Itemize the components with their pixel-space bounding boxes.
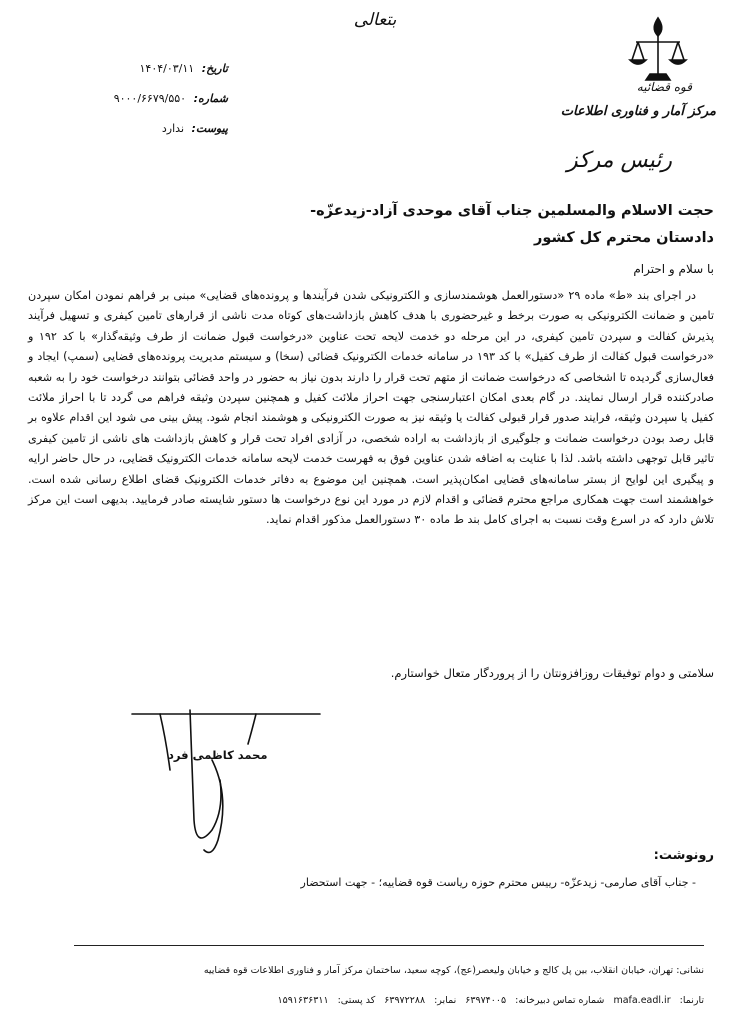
- recipient-line-1: حجت الاسلام والمسلمین جناب آقای موحدی آزاد-زیدعزّه-: [310, 203, 714, 219]
- date-row: [140, 62, 228, 75]
- phone-label: شماره تماس دبیرخانه:: [515, 995, 605, 1006]
- center-title: رئیس مرکز: [567, 148, 672, 173]
- postal-label: کد پستی:: [337, 995, 376, 1006]
- fax-value: ۶۳۹۷۲۲۸۸: [384, 995, 426, 1006]
- footer-divider: [74, 945, 704, 946]
- number-row: [114, 92, 228, 105]
- attachment-row: [162, 122, 228, 135]
- fax-label: نمابر:: [434, 995, 457, 1006]
- body-paragraph: در اجرای بند «ط» ماده ۲۹ «دستورالعمل هوشمندسازی و الکترونیکی شدن فرآیندها و پرونده‌های قضایی» مبنی بر فراهم نمودن امکان سپردن تامین و ضمانت الکترونیکی به صورت برخط و غیرحضوری با هدف کاهش بازداشت‌های کوتاه مدت ناشی از قرارهای تامین کیفری و تسهیل فرآیند پذیرش کفالت و سپردن تامین کیفری، در این مرحله دو خدمت لایحه تحت عناوین «درخواست قبول ضمانت از طرف وثیقه‌گذار» با کد ۱۹۲ و «درخواست قبول کفالت از طرف کفیل» با کد ۱۹۳ در سامانه خدمات الکترونیک قضائی (سخا) و سیستم مدیریت پرونده‌های قضایی (سمپ) ایجاد و فعال‌سازی گردیده تا اشخاصی که درخواست ضمانت از متهم تحت قرار را دارند بدون نیاز به حضور در واحد قضائی بتوانند درخواست خود را به شعبه صادرکننده قرار ارسال نمایند. در گام بعدی امکان اعتبارسنجی جهت احراز ملائت کفیل و همچنین سپردن وثیقه فراهم می گردد تا با احراز ملائت کفیل یا سپردن وثیقه، فرایند صدور قرار قبولی کفالت یا وثیقه نیز به صورت الکترونیکی و هوشمند انجام شود. پیش بینی می شود این اقدام علاوه بر قابل رصد بودن درخواست ضمانت و جلوگیری از بازداشت به اراده شخصی، در آزادی افراد تحت قرار و کاهش بازداشت های ناشی از تامین کیفری تاثیر قابل توجهی داشته باشد. لذا با عنایت به اضافه شدن عناوین فوق به فهرست خدمت لایحه سامانه خدمات الکترونیک قضایی، در حال حاضر ارایه و پیگیری این لوایح از بستر سامانه‌های قضایی امکان‌پذیر است. همچنین این موضوع به دفاتر خدمات الکترونیک قضای اطلاع رسانی شده است. خواهشمند است جهت همکاری مراجع محترم قضائی و اقدام لازم در مورد این نوع درخواست ها دستور شایسته صادر فرمایید. بدیهی است این مرکز تلاش دارد که در اسرع وقت نسبت به اجرای کامل بند ط ماده ۳۰ دستورالعمل مذکور اقدام نماید.: [28, 289, 714, 527]
- judiciary-scales-emblem-icon: [628, 14, 688, 88]
- website-label: تارنما:: [679, 995, 704, 1006]
- cc-line: - جناب آقای صارمی- زیدعزّه- رییس محترم حوزه ریاست قوه قضاییه؛ - جهت استحضار: [300, 876, 696, 889]
- signer-name: محمد کاظمی فرد: [168, 748, 268, 762]
- closing-text: سلامتی و دوام توفیقات روزافزونتان را از پروردگار متعال خواستارم.: [390, 666, 714, 680]
- greeting: با سلام و احترام: [633, 262, 714, 276]
- date-value: ۱۴۰۴/۰۳/۱۱: [139, 62, 195, 75]
- attachment-value: ندارد: [161, 122, 185, 135]
- number-value: ۹۰۰۰/۶۶۷۹/۵۵۰: [113, 92, 187, 105]
- postal-value: ۱۵۹۱۶۳۶۳۱۱: [277, 995, 329, 1006]
- website-link[interactable]: mafa.eadl.ir: [613, 995, 671, 1006]
- cc-title: رونوشت:: [653, 848, 714, 863]
- letter-body: [28, 286, 714, 531]
- number-label: شماره:: [193, 92, 228, 105]
- footer-address: نشانی: تهران، خیابان انقلاب، بین پل کالج و خیابان ولیعصر(عج)، کوچه سعید، ساختمان مرکز آمار و فناوری اطلاعات قوه قضاییه: [203, 965, 704, 976]
- judiciary-name: قوه قضائیه: [636, 80, 692, 94]
- center-name: مرکز آمار و فناوری اطلاعات: [560, 104, 716, 119]
- attachment-label: پیوست:: [191, 122, 228, 135]
- footer-contacts: [272, 995, 704, 1006]
- handwritten-signature-icon: [120, 700, 340, 870]
- phone-value: ۶۳۹۷۴۰۰۵: [465, 995, 507, 1006]
- date-label: تاریخ:: [201, 62, 228, 75]
- invocation-text: بتعالی: [353, 10, 397, 30]
- recipient-line-2: دادستان محترم کل کشور: [534, 230, 714, 246]
